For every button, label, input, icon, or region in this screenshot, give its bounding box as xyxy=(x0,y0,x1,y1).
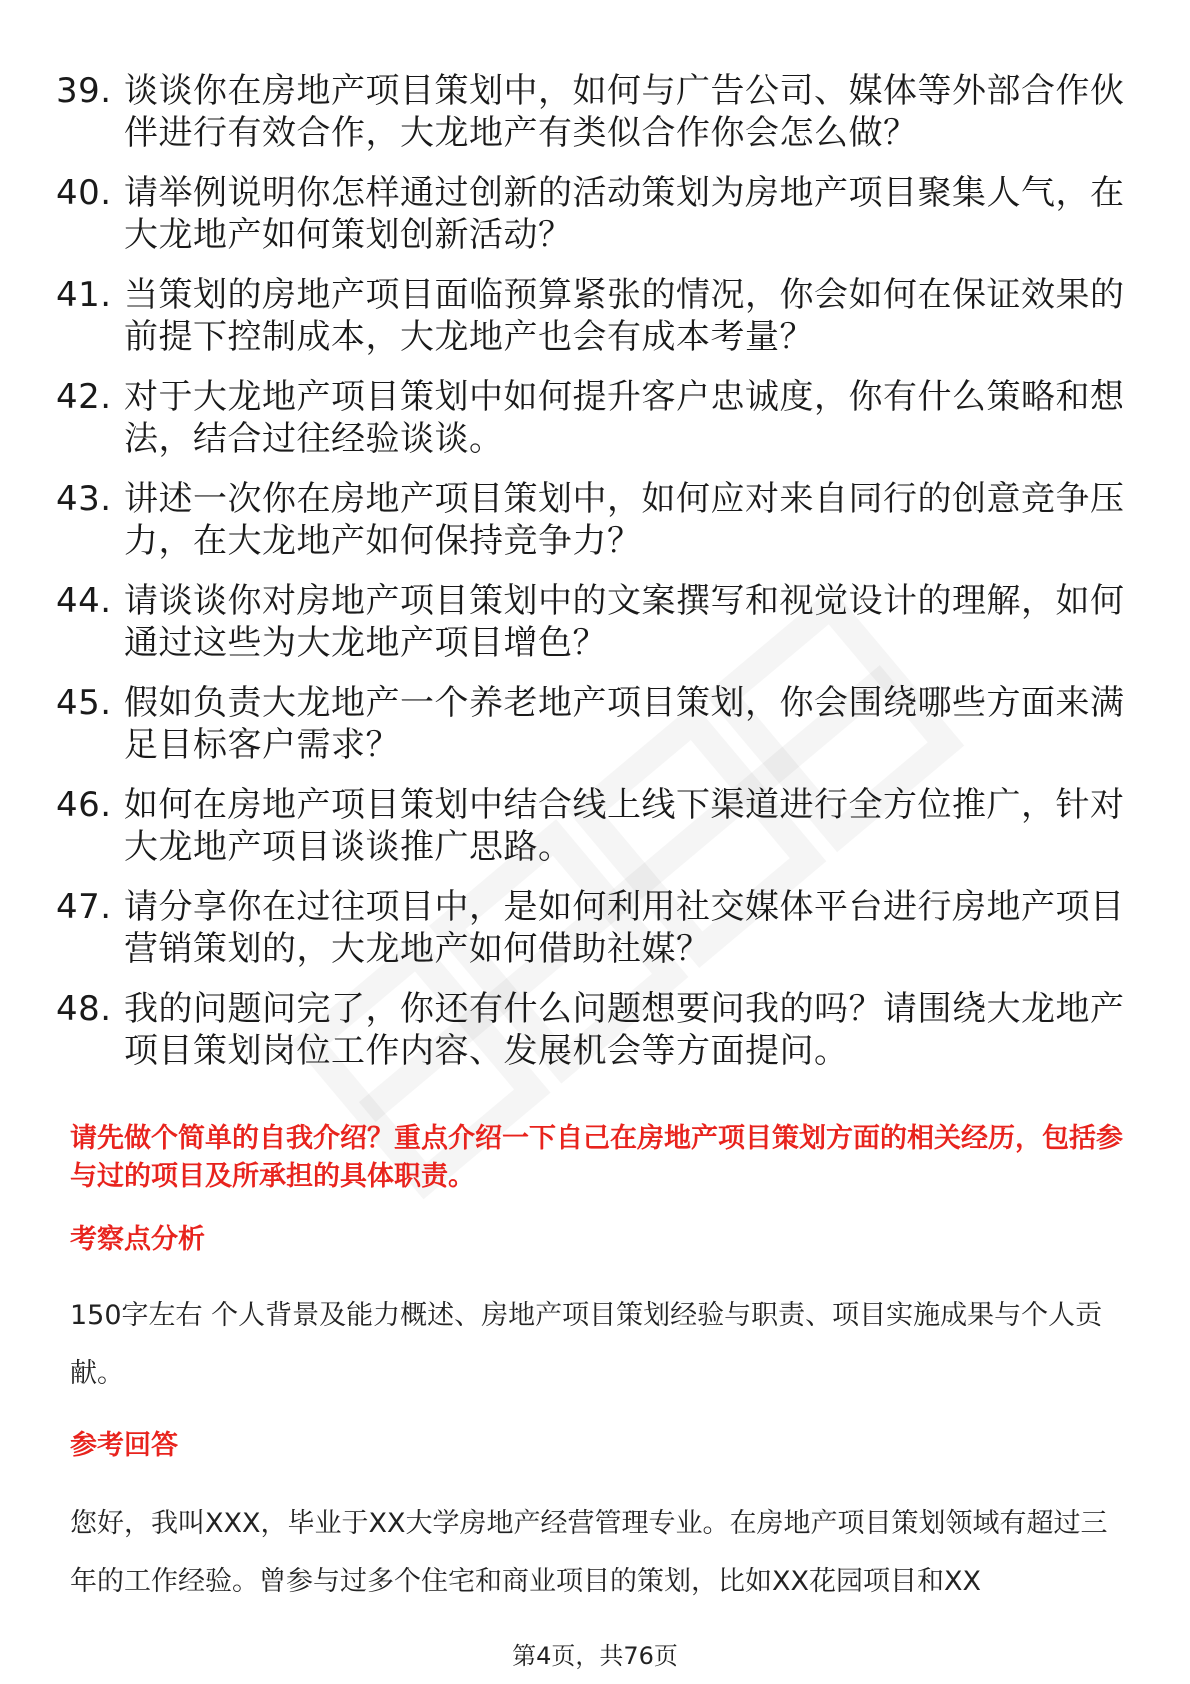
list-item xyxy=(56,478,1136,562)
question-text: 当策划的房地产项目面临预算紧张的情况，你会如何在保证效果的前提下控制成本，大龙地产也会有成本考量？ xyxy=(124,275,1125,357)
question-text: 请分享你在过往项目中，是如何利用社交媒体平台进行房地产项目营销策划的，大龙地产如何借助社媒？ xyxy=(124,887,1125,969)
list-item xyxy=(56,988,1136,1072)
question-number: 47. xyxy=(56,887,112,927)
list-item xyxy=(56,682,1136,766)
list-item xyxy=(56,784,1136,868)
question-number: 39. xyxy=(56,71,112,111)
list-item xyxy=(56,580,1136,664)
question-text: 讲述一次你在房地产项目策划中，如何应对来自同行的创意竞争压力，在大龙地产如何保持竞争力？ xyxy=(124,479,1125,561)
question-number: 40. xyxy=(56,173,112,213)
question-text: 对于大龙地产项目策划中如何提升客户忠诚度，你有什么策略和想法，结合过往经验谈谈。 xyxy=(124,377,1125,459)
question-text: 如何在房地产项目策划中结合线上线下渠道进行全方位推广，针对大龙地产项目谈谈推广思路。 xyxy=(124,785,1125,867)
question-text: 假如负责大龙地产一个养老地产项目策划，你会围绕哪些方面来满足目标客户需求？ xyxy=(124,683,1125,765)
question-number: 48. xyxy=(56,989,112,1029)
list-item xyxy=(56,70,1136,154)
question-number: 45. xyxy=(56,683,112,723)
analysis-text: 150字左右 个人背景及能力概述、房地产项目策划经验与职责、项目实施成果与个人贡献。 xyxy=(70,1300,1103,1389)
page-footer: 第4页，共76页 xyxy=(512,1642,678,1670)
list-item xyxy=(56,376,1136,460)
featured-question: 请先做个简单的自我介绍？重点介绍一下自己在房地产项目策划方面的相关经历，包括参与过的项目及所承担的具体职责。 xyxy=(70,1123,1123,1192)
answer-heading: 参考回答 xyxy=(70,1430,178,1461)
question-number: 43. xyxy=(56,479,112,519)
question-text: 请谈谈你对房地产项目策划中的文案撰写和视觉设计的理解，如何通过这些为大龙地产项目增色？ xyxy=(124,581,1125,663)
question-number: 41. xyxy=(56,275,112,315)
analysis-heading: 考察点分析 xyxy=(70,1224,205,1255)
list-item xyxy=(56,172,1136,256)
question-text: 谈谈你在房地产项目策划中，如何与广告公司、媒体等外部合作伙伴进行有效合作，大龙地产有类似合作你会怎么做？ xyxy=(124,71,1125,153)
answer-text: 您好，我叫XXX，毕业于XX大学房地产经营管理专业。在房地产项目策划领域有超过三年的工作经验。曾参与过多个住宅和商业项目的策划，比如XX花园项目和XX xyxy=(70,1508,1108,1597)
question-number: 44. xyxy=(56,581,112,621)
list-item xyxy=(56,274,1136,358)
question-list xyxy=(56,70,1136,1090)
list-item xyxy=(56,886,1136,970)
question-text: 请举例说明你怎样通过创新的活动策划为房地产项目聚集人气，在大龙地产如何策划创新活动？ xyxy=(124,173,1125,255)
question-number: 42. xyxy=(56,377,112,417)
question-text: 我的问题问完了，你还有什么问题想要问我的吗？请围绕大龙地产项目策划岗位工作内容、发展机会等方面提问。 xyxy=(124,989,1125,1071)
question-number: 46. xyxy=(56,785,112,825)
